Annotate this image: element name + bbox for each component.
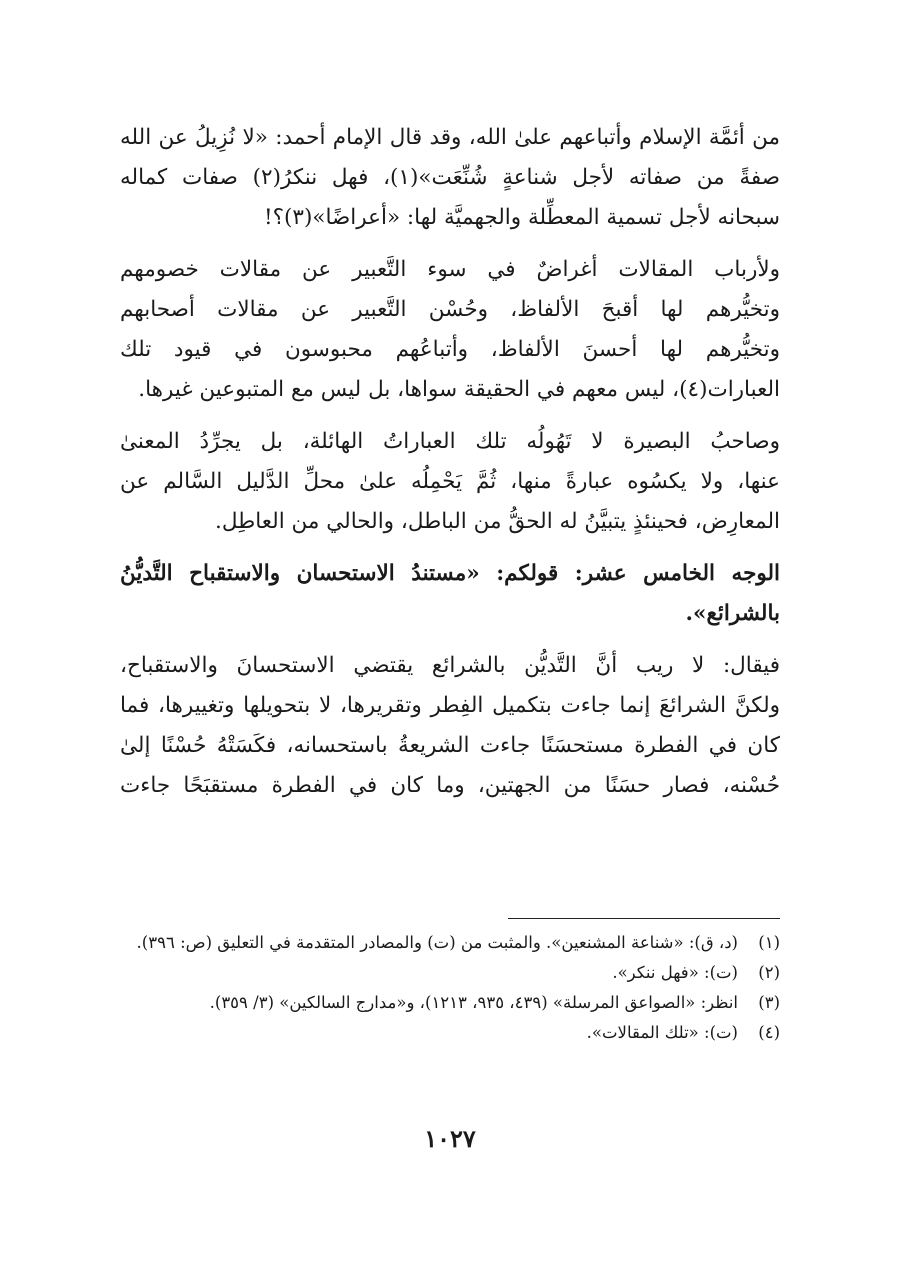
heading-line: بالشرائع». [685,601,780,626]
heading-line: الوجه الخامس عشر: قولكم: «مستندُ الاستحسان والاستقباح التَّديُّنُ [120,561,780,586]
footnotes [120,928,780,1048]
footnote-number: (٣) [758,993,780,1012]
footnote [120,1018,780,1048]
text-line: سبحانه لأجل تسمية المعطِّلة والجهميَّة لها: «أعراضًا»(٣)؟! [263,205,780,230]
footnote-text: انظر: «الصواعق المرسلة» (٤٣٩، ٩٣٥، ١٢١٣)، و«مدارج السالكين» (٣/ ٣٥٩). [209,993,738,1012]
text-line: من أئمَّة الإسلام وأتباعهم علىٰ الله، وقد قال الإمام أحمد: «لا نُزِيلُ عن الله [120,125,780,150]
footnote-text: (د، ق): «شناعة المشنعين». والمثبت من (ت) والمصادر المتقدمة في التعليق (ص: ٣٩٦). [136,933,738,952]
footnote-text: (ت): «فهل ننكر». [612,963,738,982]
footnote-number: (٤) [758,1023,780,1042]
text-line: عنها، ولا يكسُوه عبارةً منها، ثُمَّ يَحْمِلُه علىٰ محلِّ الدَّليل السَّالم عن [120,469,780,494]
page-number: ١٠٢٧ [424,1124,476,1153]
text-line: حُسْنه، فصار حسَنًا من الجهتين، وما كان في الفطرة مستقبَحًا جاءت [120,773,780,798]
page-body [120,118,780,818]
footnote [120,958,780,988]
footnote-text: (ت): «تلك المقالات». [586,1023,738,1042]
text-line: ولأرباب المقالات أغراضٌ في سوء التَّعبير عن مقالات خصومهم [120,257,780,282]
text-line: كان في الفطرة مستحسَنًا جاءت الشريعةُ باستحسانه، فكَسَتْهُ حُسْنًا إلىٰ [120,733,780,758]
footnote [120,928,780,958]
paragraph-3 [120,422,780,542]
footnote-divider [508,918,780,919]
text-line: صفةً من صفاته لأجل شناعةٍ شُنِّعَت»(١)، فهل ننكرُ(٢) صفات كماله [120,165,781,190]
text-line: وصاحبُ البصيرة لا تَهُولُه تلك العباراتُ الهائلة، بل يجرِّدُ المعنىٰ [120,429,780,454]
footnote-number: (١) [758,933,780,952]
footnote-number: (٢) [758,963,780,982]
text-line: فيقال: لا ريب أنَّ التَّديُّن بالشرائع يقتضي الاستحسانَ والاستقباح، [120,653,780,678]
section-heading [120,554,780,634]
text-line: وتخيُّرهم لها أقبحَ الألفاظ، وحُسْن التَّعبير عن مقالات أصحابهم [120,297,780,322]
paragraph-5 [120,646,780,806]
text-line: العبارات(٤)، ليس معهم في الحقيقة سواها، بل ليس مع المتبوعين غيرها. [138,377,780,402]
text-line: المعارِض، فحينئذٍ يتبيَّنُ له الحقُّ من الباطل، والحالي من العاطِل. [215,509,780,534]
text-line: ولكنَّ الشرائعَ إنما جاءت بتكميل الفِطر وتقريرها، لا بتحويلها وتغييرها، فما [120,693,780,718]
paragraph-2 [120,250,780,410]
paragraph-1 [120,118,780,238]
footnote [120,988,780,1018]
text-line: وتخيُّرهم لها أحسنَ الألفاظ، وأتباعُهم محبوسون في قيود تلك [120,337,780,362]
